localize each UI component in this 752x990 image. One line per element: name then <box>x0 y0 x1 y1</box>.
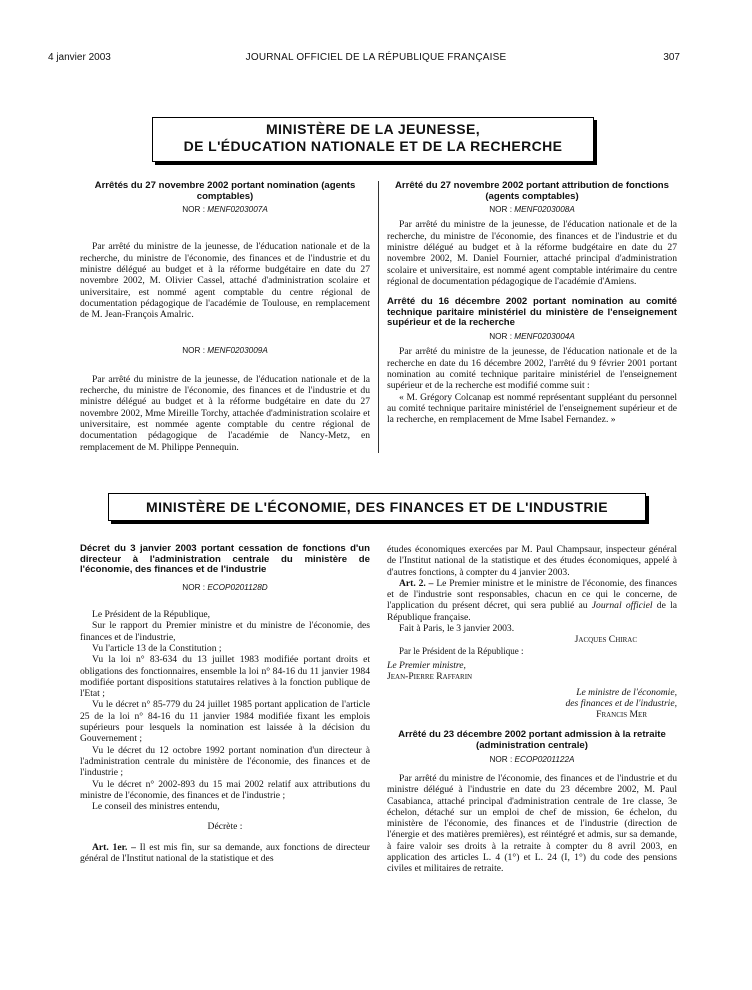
decree-line: Le Président de la République, <box>92 609 211 621</box>
decree-line: Le conseil des ministres entendu, <box>92 801 220 813</box>
article-paragraph: Par arrêté du ministre de la jeunesse, de l'éducation nationale et de la recherche, du ministre de l'économie, des finances et de l'industrie et du ministre délégué au budget et à la réforme budgétaire en date du 27 novembre 2002, Mme Mireille Torchy, attachée d'administration scolaire et universitaire, est nommée agente comptable du centre régional de documentation pédagogique de l'académie de Nancy-Metz, en remplacement de M. Philippe Pennequin. <box>80 373 370 453</box>
nor-reference: NOR : MENF0203009A <box>182 345 268 355</box>
decree-article-1: Art. 1er. – Il est mis fin, sur sa demande, aux fonctions de directeur général de l'Institut national de la statistique et des <box>80 841 370 865</box>
decree-fait: Fait à Paris, le 3 janvier 2003. <box>399 623 515 635</box>
header-date: 4 janvier 2003 <box>48 52 111 63</box>
nor-reference: NOR : MENF0203004A <box>489 332 575 342</box>
column-divider <box>378 181 379 453</box>
ministry-heading-line1: MINISTÈRE DE L'ÉCONOMIE, DES FINANCES ET DE L'INDUSTRIE <box>146 499 608 515</box>
column-left-top <box>80 181 370 453</box>
article-paragraph: Par arrêté du ministre de la jeunesse, de l'éducation nationale et de la recherche, du ministre de l'économie, des finances et de l'industrie et du ministre délégué au budget et à la réforme budgétaire en date du 27 novembre 2002, M. Olivier Cassel, attaché d'administration scolaire et universitaire, est nommé agent comptable du centre régional de documentation pédagogique de l'académie de Toulouse, en remplacement de M. Jean-François Amalric. <box>80 241 370 321</box>
nor-reference: NOR : MENF0203008A <box>489 205 575 215</box>
column-left-bottom <box>80 544 370 864</box>
column-right-top <box>387 181 677 425</box>
nor-reference: NOR : ECOP0201128D <box>182 582 268 592</box>
signature-pm-name: Jean-Pierre Raffarin <box>387 671 473 683</box>
signature-president: Jacques Chirac <box>574 634 637 646</box>
decree-line: Vu le décret n° 2002-893 du 15 mai 2002 relatif aux attributions du ministre de l'économie, des finances et de l'industrie ; <box>80 778 370 801</box>
decree-line: Vu la loi n° 83-634 du 13 juillet 1983 modifiée portant droits et obligations des fonctionnaires, ensemble la loi n° 84-16 du 11 janvier 1984 modifiée portant dispositions statutaires relatives à la fonction publique de l'Etat ; <box>80 654 370 700</box>
decree-article-1-continued: études économiques exercées par M. Paul Champsaur, inspecteur général de l'Institut national de la statistique et des études économiques, appelé à d'autres fonctions, à compter du 4 janvier 2003. <box>387 544 677 578</box>
signature-minister-title2: des finances et de l'industrie, <box>565 697 677 709</box>
ministry-heading-line1: MINISTÈRE DE LA JEUNESSE, <box>265 121 481 137</box>
nor-reference: NOR : ECOP0201122A <box>489 754 575 764</box>
article-title: Arrêté du 16 décembre 2002 portant nomination au comité technique paritaire ministériel du ministère de l'enseignement supérieur et de la recherche <box>387 296 677 329</box>
article-title: Arrêtés du 27 novembre 2002 portant nomination (agents comptables) <box>94 180 356 202</box>
article-paragraph: Par arrêté du ministre de la jeunesse, de l'éducation nationale et de la recherche, du ministre de l'économie, des finances et de l'industrie et du ministre délégué au budget et à la réforme budgétaire en date du 27 novembre 2002, M. Daniel Fournier, attaché principal d'administration scolaire et universitaire, est nommé agent comptable intérimaire du centre régional de documentation pédagogique de l'académie d'Amiens. <box>387 219 677 287</box>
decree-line: Vu le décret du 12 octobre 1992 portant nomination d'un directeur à l'administration centrale du ministère de l'économie, des finances et de l'industrie ; <box>80 744 370 779</box>
signature-pm-title: Le Premier ministre, <box>387 659 466 671</box>
article-title: Arrêté du 23 décembre 2002 portant admission à la retraite (administration centrale) <box>398 729 666 752</box>
header-journal-title: JOURNAL OFFICIEL DE LA RÉPUBLIQUE FRANÇAISE <box>245 52 507 63</box>
ministry-heading-education <box>152 117 594 162</box>
column-right-bottom <box>387 544 677 875</box>
signature-minister-title1: Le ministre de l'économie, <box>576 686 677 698</box>
decree-title: Décret du 3 janvier 2003 portant cessation de fonctions d'un directeur à l'administration centrale du ministère de l'économie, des finances et de l'industrie <box>80 543 370 576</box>
signature-minister-name: Francis Mer <box>596 709 647 721</box>
article-paragraph: « M. Grégory Colcanap est nommé représentant suppléant du personnel au comité technique paritaire ministériel de l'enseignement supérieur et de la recherche, en remplacement de Mme Isabel Fernandez. » <box>387 391 677 426</box>
ministry-heading-line2: DE L'ÉDUCATION NATIONALE ET DE LA RECHERCHE <box>183 138 563 154</box>
nor-reference: NOR : MENF0203007A <box>182 205 268 215</box>
header-page-number: 307 <box>663 52 680 63</box>
ministry-heading-economy <box>108 493 646 521</box>
article-title: Arrêté du 27 novembre 2002 portant attribution de fonctions (agents comptables) <box>395 180 669 202</box>
decree-line: Vu l'article 13 de la Constitution ; <box>92 642 222 654</box>
decree-article-2: Art. 2. – Le Premier ministre et le ministre de l'économie, des finances et de l'industrie sont responsables, chacun en ce qui le concerne, de l'application du présent décret, qui sera publié au Journal officiel de la République française. <box>387 577 677 623</box>
decree-line: Sur le rapport du Premier ministre et du ministre de l'économie, des finances et de l'industrie, <box>80 620 370 643</box>
decree-decrete: Décrète : <box>207 821 243 833</box>
signature-par-le-president: Par le Président de la République : <box>399 645 524 656</box>
decree-line: Vu le décret n° 85-779 du 24 juillet 1985 portant application de l'article 25 de la loi n° 84-16 du 11 janvier 1984 modifiée fixant les emplois supérieurs pour lesquels la nomination est laissée à la décision du Gouvernement ; <box>80 699 370 745</box>
article-paragraph: Par arrêté du ministre de l'économie, des finances et de l'industrie et du ministre délégué à l'industrie en date du 23 décembre 2002, M. Paul Casabianca, attaché principal d'administration centrale de 1re classe, 3e échelon, détaché sur un emploi de chef de mission, 6e échelon, du ministère de l'économie, des finances et de l'industrie (direction de l'énergie et des matières premières), est réintégré et admis, sur sa demande, à faire valoir ses droits à la retraite à compter du 8 avril 2003, en application des articles L. 4 (1°) et L. 24 (I, 1°) du code des pensions civiles et militaires de retraite. <box>387 772 677 875</box>
article-paragraph: Par arrêté du ministre de la jeunesse, de l'éducation nationale et de la recherche en date du 16 décembre 2002, l'arrêté du 9 février 2001 portant nomination au comité technique paritaire ministériel de l'enseignement supérieur et de la recherche est modifié comme suit : <box>387 346 677 392</box>
